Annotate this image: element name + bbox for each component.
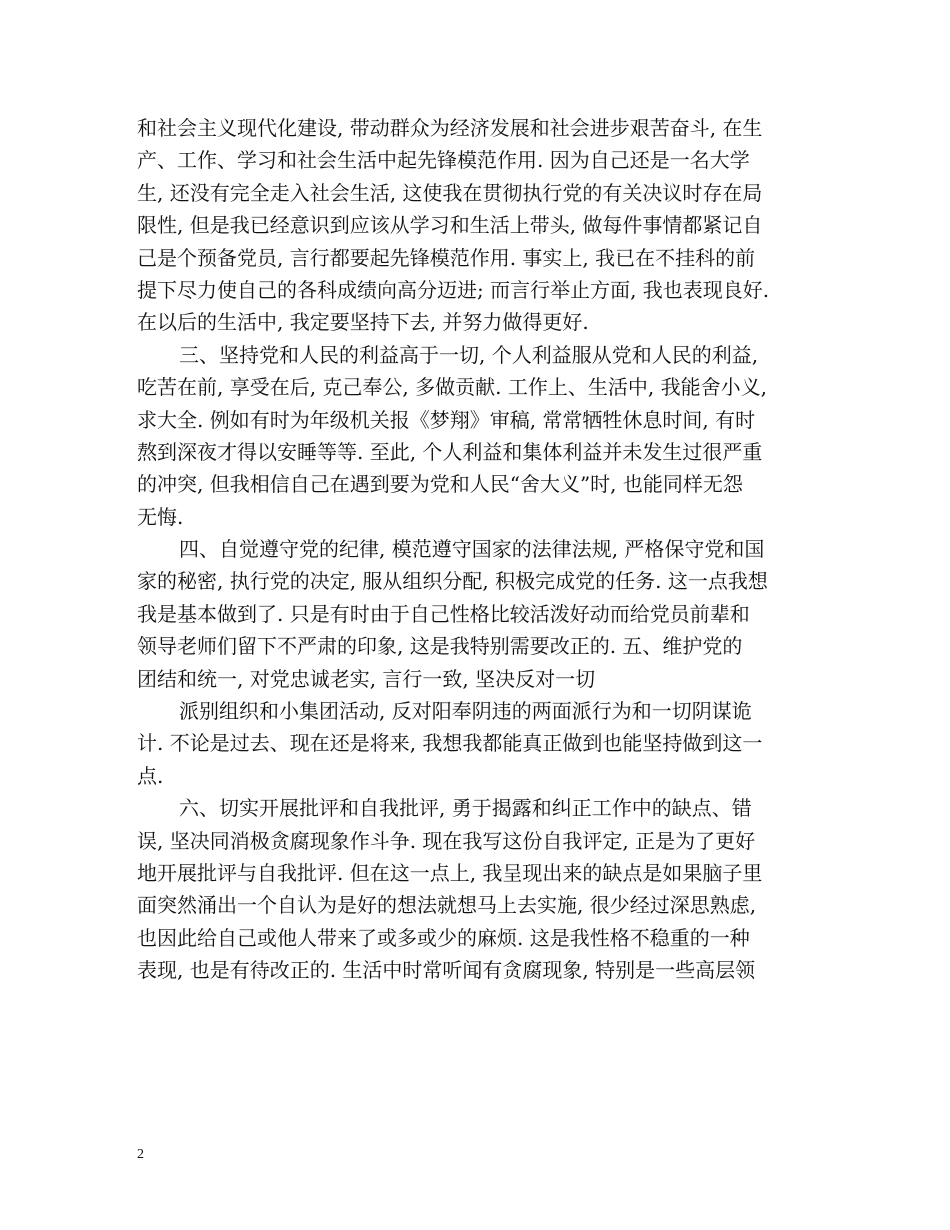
text-line: 六、切实开展批评和自我批评, 勇于揭露和纠正工作中的缺点、错 (179, 796, 752, 821)
text-line: 我是基本做到了. 只是有时由于自己性格比较活泼好动而给党员前辈和 (137, 601, 750, 626)
text-line: 家的秘密, 执行党的决定, 服从组织分配, 积极完成党的任务. 这一点我想 (137, 569, 768, 594)
text-line: 无悔. (137, 504, 184, 529)
text-line: 三、坚持党和人民的利益高于一切, 个人利益服从党和人民的利益, (179, 342, 759, 367)
text-line: 产、工作、学习和社会生活中起先锋模范作用. 因为自己还是一名大学 (137, 148, 750, 173)
text-line: 领导老师们留下不严肃的印象, 这是我特别需要改正的. 五、维护党的 (137, 634, 743, 659)
text-line: 地开展批评与自我批评. 但在这一点上, 我呈现出来的缺点是如果脑子里 (137, 860, 763, 885)
text-line: 点. (137, 763, 164, 788)
page-number: 2 (137, 1147, 144, 1162)
text-line: 团结和统一, 对党忠诚老实, 言行一致, 坚决反对一切 (137, 666, 596, 691)
text-line: 表现, 也是有待改正的. 生活中时常听闻有贪腐现象, 特别是一些高层领 (137, 958, 756, 983)
text-line: 求大全. 例如有时为年级机关报《梦翔》审稿, 常常牺牲休息时间, 有时 (137, 407, 756, 432)
text-line: 吃苦在前, 享受在后, 克己奉公, 多做贡献. 工作上、生活中, 我能舍小义, (137, 375, 767, 400)
text-line: 生, 还没有完全走入社会生活, 这使我在贯彻执行党的有关决议时存在局 (137, 180, 763, 205)
text-line: 面突然涌出一个自认为是好的想法就想马上去实施, 很少经过深思熟虑, (137, 893, 757, 918)
text-line: 误, 坚决同消极贪腐现象作斗争. 现在我写这份自我评定, 正是为了更好 (137, 828, 756, 853)
text-line: 提下尽力使自己的各科成绩向高分迈进; 而言行举止方面, 我也表现良好. (137, 277, 770, 302)
text-line: 的冲突, 但我相信自己在遇到要为党和人民“舍大义”时, 也能同样无怨 (137, 472, 743, 497)
text-line: 己是个预备党员, 言行都要起先锋模范作用. 事实上, 我已在不挂科的前 (137, 245, 756, 270)
text-line: 熬到深夜才得以安睡等等. 至此, 个人利益和集体利益并未发生过很严重 (137, 439, 763, 464)
body-text (137, 112, 827, 987)
text-line: 在以后的生活中, 我定要坚持下去, 并努力做得更好. (137, 310, 589, 335)
text-line: 四、自觉遵守党的纪律, 模范遵守国家的法律法规, 严格保守党和国 (179, 537, 765, 562)
text-line: 也因此给自己或他人带来了或多或少的麻烦. 这是我性格不稳重的一种 (137, 925, 750, 950)
text-line: 限性, 但是我已经意识到应该从学习和生活上带头, 做每件事情都紧记自 (137, 213, 763, 238)
text-line: 计. 不论是过去、现在还是将来, 我想我都能真正做到也能坚持做到这一 (137, 731, 763, 756)
text-line: 和社会主义现代化建设, 带动群众为经济发展和社会进步艰苦奋斗, 在生 (137, 116, 763, 140)
text-line: 派别组织和小集团活动, 反对阳奉阴违的两面派行为和一切阴谋诡 (179, 699, 752, 724)
